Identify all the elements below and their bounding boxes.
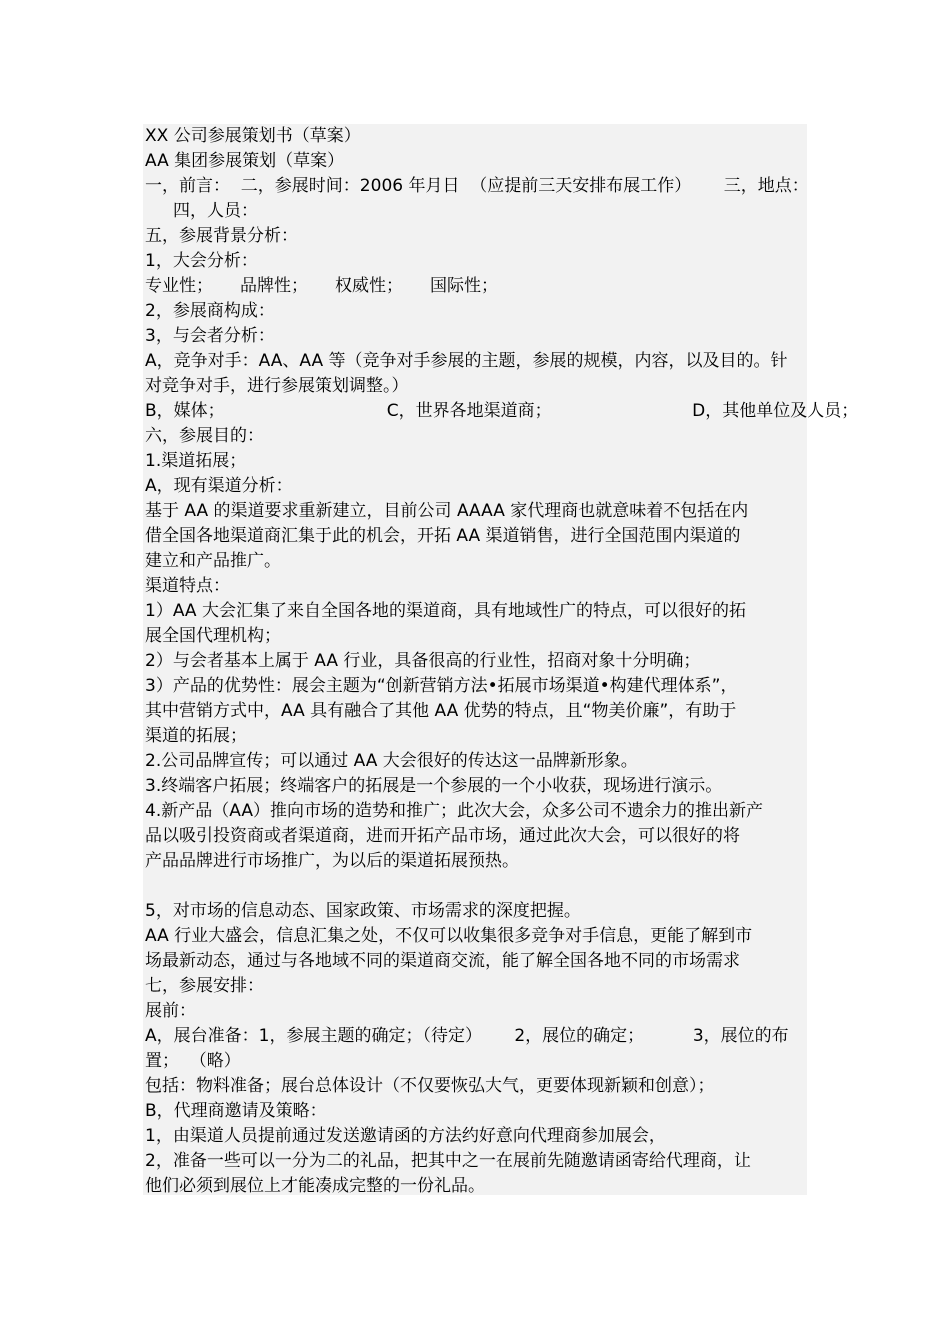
section-heading: 六，参展目的： [145,426,264,446]
text-line: 对竞争对手，进行参展策划调整。） [145,376,409,396]
text-line: 3）产品的优势性：展会主题为“创新营销方法•拓展市场渠道•构建代理体系”， [145,676,738,696]
section-heading: 五，参展背景分析： [145,226,298,246]
text-line: B，代理商邀请及策略： [145,1101,327,1121]
text-line: 展全国代理机构； [145,626,281,646]
text-line: 4.新产品（AA）推向市场的造势和推广；此次大会，众多公司不遗余力的推出新产 [145,801,763,821]
document-title: XX 公司参展策划书（草案） [145,126,361,146]
text-line: 渠道的拓展； [145,726,247,746]
text-line: 5，对市场的信息动态、国家政策、市场需求的深度把握。 [145,901,581,921]
text-line: 建立和产品推广。 [145,551,281,571]
document-text-block [143,124,859,1196]
text-line: 2.公司品牌宣传；可以通过 AA 大会很好的传达这一品牌新形象。 [145,751,638,771]
text-line: 1，由渠道人员提前通过发送邀请函的方法约好意向代理商参加展会， [145,1126,666,1146]
text-line: 置； （略） [145,1051,241,1071]
text-line: 1.渠道拓展； [145,451,247,471]
text-line: 2，参展商构成： [145,301,275,321]
text-line: B，媒体； C，世界各地渠道商； D，其他单位及人员； [145,401,859,421]
text-line: A，现有渠道分析： [145,476,293,496]
text-line: 渠道特点： [145,576,230,596]
text-line: 2）与会者基本上属于 AA 行业，具备很高的行业性，招商对象十分明确； [145,651,701,671]
text-line: 基于 AA 的渠道要求重新建立，目前公司 AAAA 家代理商也就意味着不包括在内 [145,501,749,521]
text-line: 产品品牌进行市场推广，为以后的渠道拓展预热。 [145,851,519,871]
text-line: 3.终端客户拓展；终端客户的拓展是一个参展的一个小收获，现场进行演示。 [145,776,723,796]
text-line: 3，与会者分析： [145,326,275,346]
text-line: A，展台准备：1，参展主题的确定；（待定） 2，展位的确定； 3，展位的布 [145,1026,789,1046]
text-line: AA 行业大盛会，信息汇集之处，不仅可以收集很多竞争对手信息，更能了解到市 [145,926,753,946]
text-line: 借全国各地渠道商汇集于此的机会，开拓 AA 渠道销售，进行全国范围内渠道的 [145,526,741,546]
text-line: 专业性； 品牌性； 权威性； 国际性； [145,276,499,296]
text-line: 一，前言： 二，参展时间：2006 年月日 （应提前三天安排布展工作） 三，地点： [145,176,809,196]
text-line: 他们必须到展位上才能凑成完整的一份礼品。 [145,1176,485,1196]
text-line: 包括：物料准备；展台总体设计（不仅要恢弘大气，更要体现新颖和创意）； [145,1076,715,1096]
text-line: 其中营销方式中，AA 具有融合了其他 AA 优势的特点，且“物美价廉”，有助于 [145,701,737,721]
text-line: 2，准备一些可以一分为二的礼品，把其中之一在展前先随邀请函寄给代理商，让 [145,1151,751,1171]
text-line: 展前： [145,1001,196,1021]
section-heading: 七，参展安排： [145,976,264,996]
document-subtitle: AA 集团参展策划（草案） [145,151,345,171]
text-line: 四，人员： [173,201,258,221]
text-line: 1，大会分析： [145,251,258,271]
text-line: 场最新动态，通过与各地域不同的渠道商交流，能了解全国各地不同的市场需求 [145,951,740,971]
text-line: 品以吸引投资商或者渠道商，进而开拓产品市场，通过此次大会，可以很好的将 [145,826,740,846]
text-line: 1）AA 大会汇集了来自全国各地的渠道商，具有地域性广的特点，可以很好的拓 [145,601,746,621]
text-line: A，竞争对手：AA、AA 等（竞争对手参展的主题，参展的规模，内容，以及目的。针 [145,351,788,371]
